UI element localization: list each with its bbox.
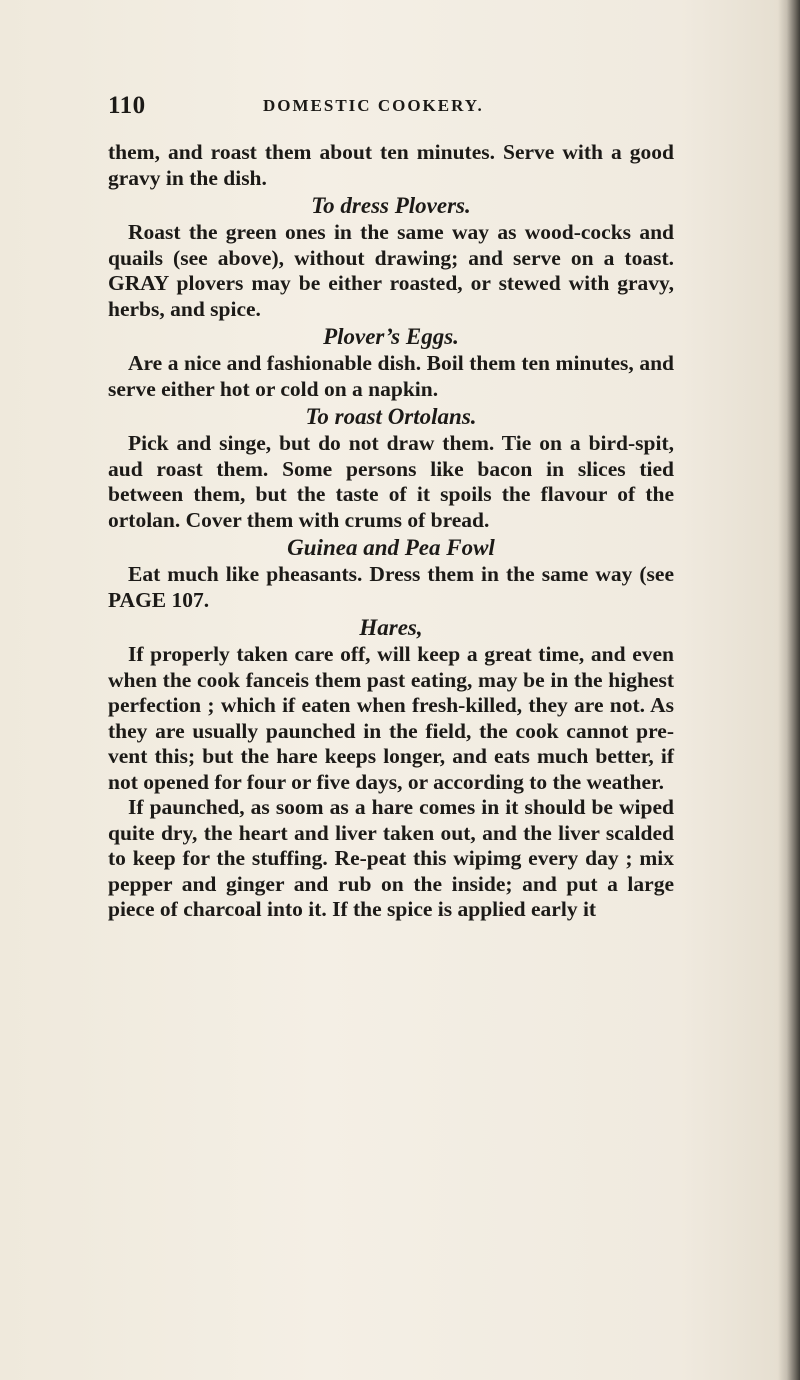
- page-number: 110: [108, 92, 146, 119]
- section-heading-hares: Hares,: [359, 615, 423, 640]
- section-heading-guinea-fowl: Guinea and Pea Fowl: [287, 535, 495, 560]
- paragraph-ortolans: Pick and singe, but do not draw them. Tie on a bird-spit, aud roast them. Some persons like bacon in slices tied between them, but the taste of it spoils the flavour of the ortolan. Cover them with crums of bread.: [108, 431, 674, 532]
- paragraph-hares-2: If paunched, as soom as a hare comes in it should be wiped quite dry, the heart and liver taken out, and the liver scalded to keep for the stuffing. Re-peat this wipimg every day ; mix pepper and ginger and rub on the inside; and put a large piece of charcoal into it. If the spice is applied early it: [108, 795, 674, 921]
- body-text: [108, 140, 674, 923]
- page-edge-shadow: [778, 0, 800, 1380]
- section-heading-plovers: To dress Plovers.: [311, 193, 471, 218]
- page-header: [108, 92, 668, 126]
- section-heading-ortolans: To roast Ortolans.: [305, 404, 477, 429]
- paragraph-plovers-eggs: Are a nice and fashionable dish. Boil them ten minutes, and serve either hot or cold on a napkin.: [108, 351, 674, 401]
- paragraph-plovers: Roast the green ones in the same way as wood-cocks and quails (see above), without drawing; and serve on a toast. GRAY plovers may be either roasted, or stewed with gravy, herbs, and spice.: [108, 220, 674, 321]
- running-head: DOMESTIC COOKERY.: [263, 96, 484, 115]
- paragraph-continued: them, and roast them about ten minutes. Serve with a good gravy in the dish.: [108, 140, 674, 190]
- paragraph-guinea-fowl: Eat much like pheasants. Dress them in the same way (see PAGE 107.: [108, 562, 674, 612]
- paragraph-hares-1: If properly taken care off, will keep a great time, and even when the cook fanceis them past eating, may be in the highest perfection ; which if eaten when fresh-killed, they are not. As they are usually paunched in the field, the cook cannot pre-vent this; but the hare keeps longer, and eats much better, if not opened for four or five days, or according to the weather.: [108, 642, 674, 794]
- section-heading-plovers-eggs: Plover’s Eggs.: [323, 324, 459, 349]
